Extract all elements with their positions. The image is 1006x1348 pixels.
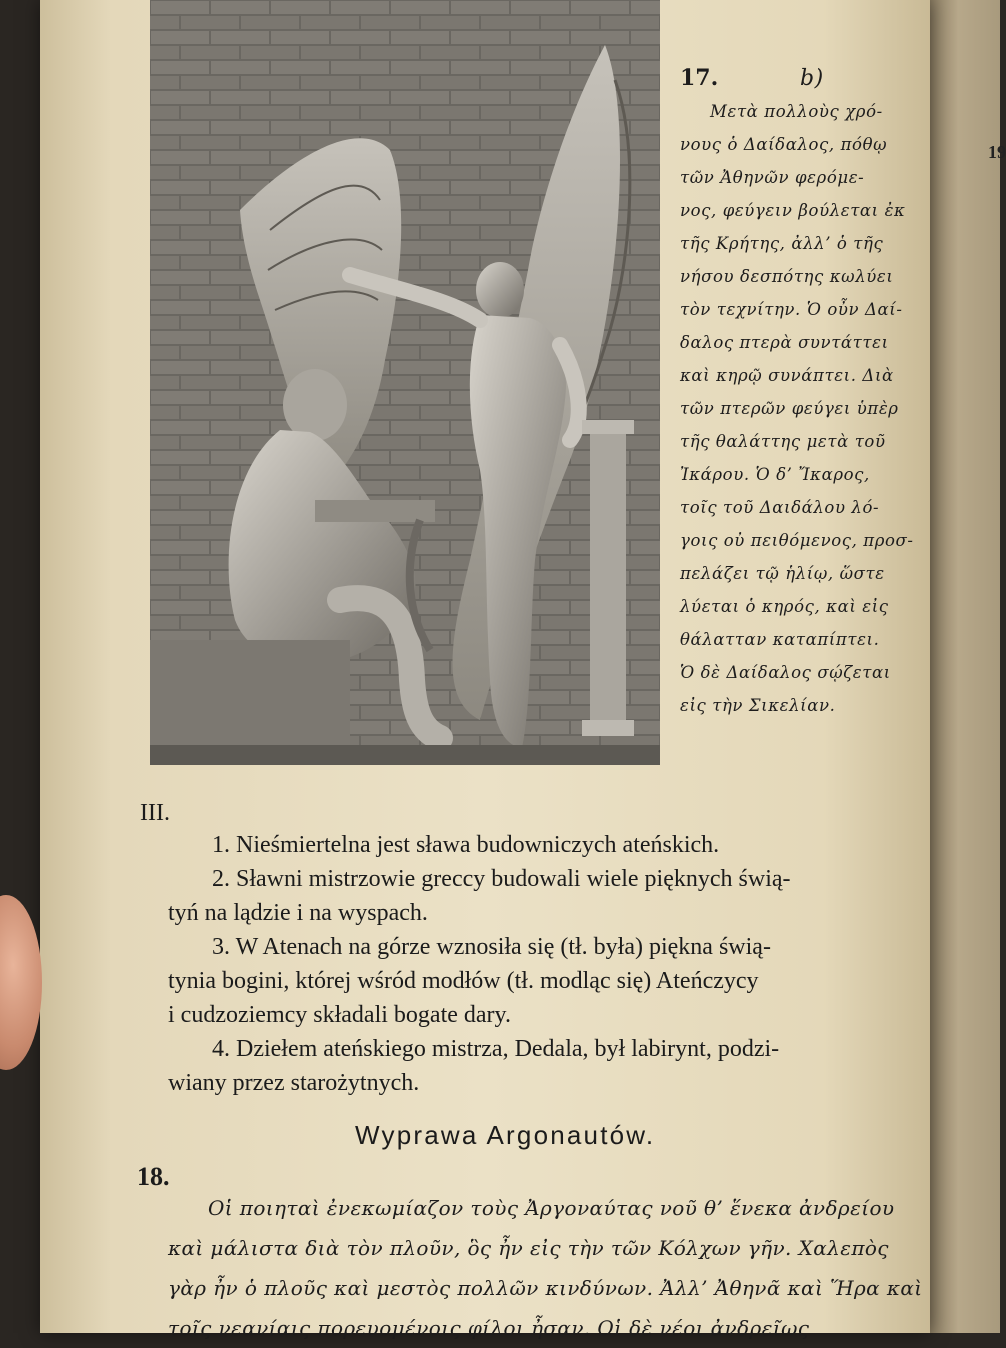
exercise-line: 4. Dziełem ateńskiego mistrza, Dedala, był labirynt, podzi- — [212, 1036, 780, 1062]
exercise-line: i cudzoziemcy składali bogate dary. — [168, 1002, 511, 1028]
adjacent-page-number: 19 — [988, 142, 1006, 162]
greek-line: τῶν Ἀθηνῶν φερόμε- — [680, 168, 865, 187]
column-icon — [590, 430, 626, 730]
greek-line: τῶν πτερῶν φεύγει ὑπὲρ — [680, 399, 899, 418]
daedalus-icarus-relief-icon — [150, 0, 660, 765]
chapter-title: Wyprawa Argonautów. — [355, 1120, 656, 1150]
greek-text-column — [680, 62, 930, 722]
chapter-number: 18. — [137, 1162, 170, 1191]
greek-line: Ὁ δὲ Δαίδαλος σῴζεται — [680, 663, 891, 682]
exercise-line: tyń na lądzie i na wyspach. — [168, 900, 428, 926]
chapter-greek-text — [168, 1188, 958, 1348]
exercise-number: III. — [140, 800, 170, 826]
greek-line: δαλος πτερὰ συντάττει — [680, 333, 889, 352]
chapter-line: γὰρ ἦν ὁ πλοῦς καὶ μεστὸς πολλῶν κινδύνων. Ἀλλ’ Ἀθηνᾶ καὶ Ἥρα καὶ — [168, 1276, 923, 1300]
greek-line: νους ὁ Δαίδαλος, πόθῳ — [680, 135, 888, 154]
greek-line: λύεται ὁ κηρός, καὶ εἰς — [680, 597, 889, 616]
exercise-line: 2. Sławni mistrzowie greccy budowali wiele pięknych świą- — [212, 866, 791, 892]
section-sub-label: b) — [800, 66, 824, 91]
greek-line: γοις οὐ πειθόμενος, προσ- — [680, 531, 914, 550]
greek-line: τοῖς τοῦ Δαιδάλου λό- — [680, 498, 880, 517]
greek-line: θάλατταν καταπίπτει. — [680, 630, 880, 649]
greek-line: τὸν τεχνίτην. Ὁ οὖν Δαί- — [680, 300, 903, 319]
chapter-line: τοῖς νεανίαις πορευομένοις φίλοι ἦσαν. Οἱ δὲ νέοι ἀνδρεῖως — [168, 1316, 810, 1340]
greek-line: πελάζει τῷ ἡλίῳ, ὥστε — [680, 564, 885, 583]
greek-line: εἰς τὴν Σικελίαν. — [680, 696, 836, 715]
exercise-text — [168, 828, 928, 1100]
greek-line: Ἰκάρου. Ὁ δ’ Ἴκαρος, — [680, 465, 870, 484]
relief-illustration — [150, 0, 660, 765]
greek-line: νήσου δεσπότης κωλύει — [680, 267, 894, 286]
greek-line: Μετὰ πολλοὺς χρό- — [710, 102, 883, 121]
adjacent-page-edge — [930, 0, 1006, 1333]
section-number: 17. — [680, 65, 719, 91]
exercise-line: tynia bogini, której wśród modłów (tł. modląc się) Ateńczycy — [168, 968, 759, 994]
greek-line: νος, φεύγειν βούλεται ἐκ — [680, 201, 906, 220]
exercise-line: wiany przez starożytnych. — [168, 1070, 420, 1096]
exercise-line: 3. W Atenach na górze wznosiła się (tł. była) piękna świą- — [212, 934, 771, 960]
chapter-line: Οἱ ποιηταὶ ἐνεκωμίαζον τοὺς Ἀργοναύτας νοῦ θ’ ἕνεκα ἀνδρείου — [208, 1196, 895, 1220]
greek-line: τῆς θαλάττης μετὰ τοῦ — [680, 432, 886, 451]
chapter-line: καὶ μάλιστα διὰ τὸν πλοῦν, ὃς ἦν εἰς τὴν τῶν Κόλχων γῆν. Χαλεπὸς — [168, 1236, 889, 1260]
exercise-line: 1. Nieśmiertelna jest sława budowniczych ateńskich. — [212, 832, 720, 858]
thumb — [0, 895, 42, 1070]
greek-line: καὶ κηρῷ συνάπτει. Διὰ — [680, 366, 894, 385]
greek-line: τῆς Κρήτης, ἀλλ’ ὁ τῆς — [680, 234, 884, 253]
